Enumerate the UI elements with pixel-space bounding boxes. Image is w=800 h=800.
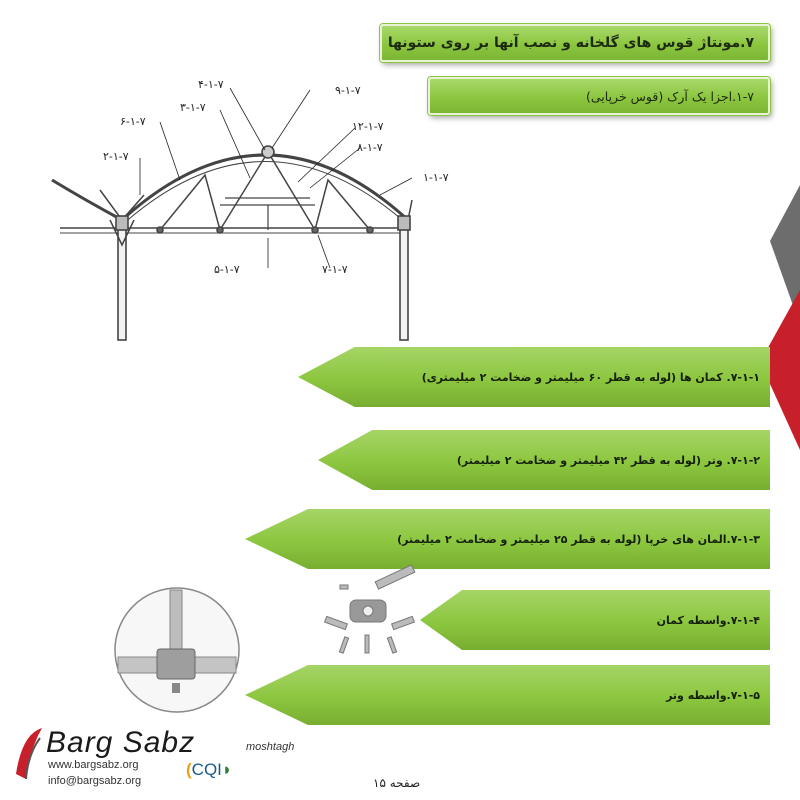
diagram-label: ۱-۱-۷ xyxy=(423,171,449,184)
chord-connector-image xyxy=(112,585,242,715)
item-text: ۷-۱-۵.واسطه وتر xyxy=(666,688,760,702)
item-arrow xyxy=(245,509,770,569)
cqi-text: CQI xyxy=(191,760,222,779)
diagram-label: ۶-۱-۷ xyxy=(120,115,146,128)
page-number: صفحه ۱۵ xyxy=(373,776,421,790)
item-arrow xyxy=(420,590,770,650)
diagram-label: ۸-۱-۷ xyxy=(357,141,383,154)
brand-name: Barg Sabz xyxy=(46,726,196,759)
item-arrow xyxy=(245,665,770,725)
diagram-label: ۱۲-۱-۷ xyxy=(352,120,384,133)
brand-logo-icon xyxy=(12,724,44,784)
arch-pipe xyxy=(122,155,408,220)
arch-truss-diagram xyxy=(40,70,500,350)
diagram-label: ۷-۱-۷ xyxy=(322,263,348,276)
cqi-logo xyxy=(186,760,232,780)
subsection-title-text: ۱-۷.اجزا یک آرک (قوس خرپایی) xyxy=(585,88,754,104)
diagram-label: ۳-۱-۷ xyxy=(180,101,206,114)
section-title-text: ۷.مونتاژ قوس های گلخانه و نصب آنها بر روی ستونها xyxy=(387,35,754,51)
diagram-label: ۴-۱-۷ xyxy=(198,78,224,91)
section-title xyxy=(380,24,770,62)
leaf-icon: ◗ xyxy=(221,760,233,779)
cqi-swoosh-icon: ( xyxy=(186,760,192,779)
truss-members xyxy=(160,152,370,230)
item-text: ۷-۱-۳.المان های خرپا (لوله به قطر ۲۵ میلیمتر و ضخامت ۲ میلیمتر) xyxy=(397,532,760,546)
item-text: ۷-۱-۱. کمان ها (لوله به قطر ۶۰ میلیمتر و ضخامت ۲ میلیمتری) xyxy=(421,370,760,384)
item-text: ۷-۱-۴.واسطه کمان xyxy=(656,613,760,627)
item-arrow xyxy=(298,347,770,407)
diagram-label: ۵-۱-۷ xyxy=(214,263,240,276)
diagram-label: ۲-۱-۷ xyxy=(103,150,129,163)
item-arrow xyxy=(318,430,770,490)
item-text: ۷-۱-۲. وتر (لوله به قطر ۴۲ میلیمتر و ضخامت ۲ میلیمتر) xyxy=(456,453,760,467)
right-column xyxy=(400,228,408,340)
brand-subtitle: moshtagh xyxy=(246,741,295,753)
email-link[interactable]: info@bargsabz.org xyxy=(48,775,142,787)
diagram-label: ۹-۱-۷ xyxy=(335,84,361,97)
website-link[interactable]: www.bargsabz.org xyxy=(48,759,139,771)
arch-connector-image xyxy=(320,565,420,665)
